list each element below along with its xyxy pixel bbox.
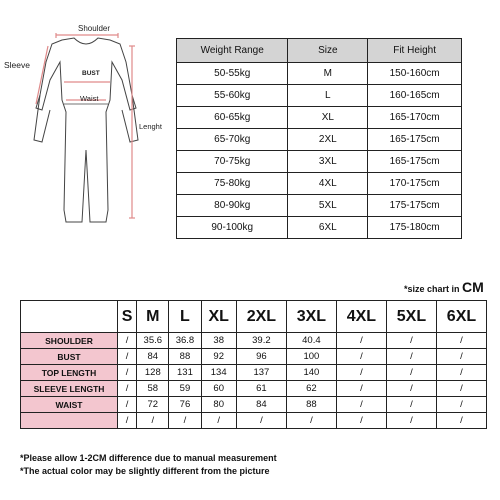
table-row — [177, 129, 462, 151]
value-cell: / — [436, 397, 486, 413]
value-cell: 84 — [236, 397, 286, 413]
unit-note-unit: CM — [462, 279, 484, 295]
value-cell: / — [386, 349, 436, 365]
size-cell: M — [288, 63, 368, 85]
header-fit-height: Fit Height — [368, 39, 462, 63]
value-cell: / — [386, 413, 436, 429]
value-cell: 59 — [169, 381, 201, 397]
jumpsuit-outline-illustration — [0, 0, 172, 262]
table-row — [177, 85, 462, 107]
weight-cell: 60-65kg — [177, 107, 288, 129]
size-cell: 5XL — [288, 195, 368, 217]
value-cell: / — [436, 413, 486, 429]
value-cell: 80 — [201, 397, 236, 413]
size-header-row — [21, 301, 487, 333]
value-cell: 72 — [137, 397, 169, 413]
size-cell: XL — [288, 107, 368, 129]
value-cell: / — [386, 365, 436, 381]
value-cell: / — [436, 349, 486, 365]
value-cell: / — [336, 397, 386, 413]
value-cell: / — [236, 413, 286, 429]
size-chart-unit-note — [404, 279, 484, 295]
weight-cell: 75-80kg — [177, 173, 288, 195]
shoulder-label: Shoulder — [78, 24, 111, 33]
unit-note-prefix: *size chart in — [404, 284, 463, 294]
table-row — [21, 397, 487, 413]
height-cell: 165-175cm — [368, 129, 462, 151]
value-cell: / — [336, 349, 386, 365]
shoulder-arrow — [56, 33, 118, 38]
value-cell: 88 — [169, 349, 201, 365]
weight-cell: 55-60kg — [177, 85, 288, 107]
header-size-l: L — [169, 301, 201, 333]
weight-cell: 50-55kg — [177, 63, 288, 85]
table-row — [21, 381, 487, 397]
value-cell: / — [436, 333, 486, 349]
height-cell: 150-160cm — [368, 63, 462, 85]
value-cell: 61 — [236, 381, 286, 397]
value-cell: 140 — [286, 365, 336, 381]
header-size-m: M — [137, 301, 169, 333]
weight-cell: 70-75kg — [177, 151, 288, 173]
header-size-4xl: 4XL — [336, 301, 386, 333]
weight-cell: 90-100kg — [177, 217, 288, 239]
footnote-measurement: *Please allow 1-2CM difference due to manual measurement — [20, 453, 277, 463]
header-size-2xl: 2XL — [236, 301, 286, 333]
value-cell: 92 — [201, 349, 236, 365]
height-cell: 165-170cm — [368, 107, 462, 129]
value-cell: 88 — [286, 397, 336, 413]
length-arrow — [129, 46, 135, 218]
header-size-5xl: 5XL — [386, 301, 436, 333]
size-cell: 2XL — [288, 129, 368, 151]
row-label-top-length: TOP LENGTH — [21, 365, 118, 381]
value-cell: 60 — [201, 381, 236, 397]
value-cell: / — [118, 397, 137, 413]
table-row — [21, 333, 487, 349]
value-cell: / — [386, 381, 436, 397]
sleeve-label: Sleeve — [4, 60, 30, 70]
height-cell: 170-175cm — [368, 173, 462, 195]
value-cell: 62 — [286, 381, 336, 397]
row-label-waist: WAIST — [21, 397, 118, 413]
weight-cell: 80-90kg — [177, 195, 288, 217]
value-cell: 35.6 — [137, 333, 169, 349]
header-weight-range: Weight Range — [177, 39, 288, 63]
value-cell: / — [201, 413, 236, 429]
row-label-empty — [21, 413, 118, 429]
header-size-3xl: 3XL — [286, 301, 336, 333]
size-cell: 6XL — [288, 217, 368, 239]
measurement-size-table — [20, 300, 487, 429]
value-cell: 96 — [236, 349, 286, 365]
value-cell: / — [386, 333, 436, 349]
table-row — [177, 195, 462, 217]
row-label-sleeve-length: SLEEVE LENGTH — [21, 381, 118, 397]
header-size-6xl: 6XL — [436, 301, 486, 333]
value-cell: / — [118, 333, 137, 349]
value-cell: 38 — [201, 333, 236, 349]
waist-label: Waist — [80, 94, 99, 103]
value-cell: 100 — [286, 349, 336, 365]
height-cell: 160-165cm — [368, 85, 462, 107]
value-cell: / — [118, 413, 137, 429]
header-blank-cell — [21, 301, 118, 333]
value-cell: / — [436, 365, 486, 381]
size-cell: L — [288, 85, 368, 107]
value-cell: / — [118, 381, 137, 397]
value-cell: / — [118, 349, 137, 365]
table-row — [21, 413, 487, 429]
table-row — [21, 365, 487, 381]
header-size-s: S — [118, 301, 137, 333]
table-row — [177, 107, 462, 129]
value-cell: / — [286, 413, 336, 429]
row-label-shoulder: SHOULDER — [21, 333, 118, 349]
value-cell: 84 — [137, 349, 169, 365]
value-cell: 40.4 — [286, 333, 336, 349]
garment-diagram — [0, 0, 172, 262]
size-cell: 3XL — [288, 151, 368, 173]
table-row — [177, 173, 462, 195]
value-cell: / — [336, 381, 386, 397]
value-cell: 134 — [201, 365, 236, 381]
table-row — [21, 349, 487, 365]
footnote-color: *The actual color may be slightly different from the picture — [20, 466, 270, 476]
weight-size-table — [176, 38, 462, 239]
header-size-xl: XL — [201, 301, 236, 333]
value-cell: / — [169, 413, 201, 429]
value-cell: / — [118, 365, 137, 381]
table-row — [177, 63, 462, 85]
value-cell: 131 — [169, 365, 201, 381]
value-cell: / — [336, 365, 386, 381]
value-cell: 76 — [169, 397, 201, 413]
header-size: Size — [288, 39, 368, 63]
weight-cell: 65-70kg — [177, 129, 288, 151]
value-cell: 58 — [137, 381, 169, 397]
value-cell: / — [336, 413, 386, 429]
value-cell: 137 — [236, 365, 286, 381]
table-row — [177, 217, 462, 239]
value-cell: / — [386, 397, 436, 413]
value-cell: / — [336, 333, 386, 349]
height-cell: 175-180cm — [368, 217, 462, 239]
row-label-bust: BUST — [21, 349, 118, 365]
size-cell: 4XL — [288, 173, 368, 195]
value-cell: / — [436, 381, 486, 397]
bust-label: BUST — [82, 70, 100, 77]
weight-table-header-row — [177, 39, 462, 63]
height-cell: 175-175cm — [368, 195, 462, 217]
value-cell: 39.2 — [236, 333, 286, 349]
length-label: Lenght — [139, 122, 162, 131]
value-cell: / — [137, 413, 169, 429]
value-cell: 36.8 — [169, 333, 201, 349]
height-cell: 165-175cm — [368, 151, 462, 173]
value-cell: 128 — [137, 365, 169, 381]
table-row — [177, 151, 462, 173]
